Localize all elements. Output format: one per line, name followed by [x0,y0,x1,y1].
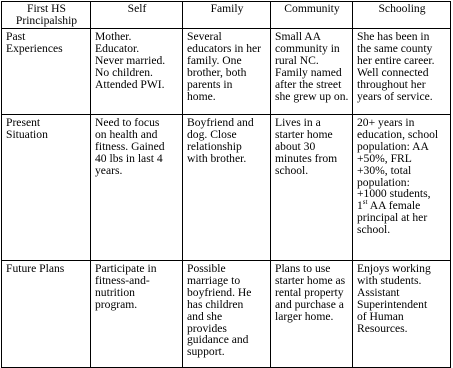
table-cell [353,115,451,261]
cell-family: Several educators in her family. One brother, both parents in home. [187,30,262,103]
cell-schooling [357,117,447,236]
cell-family: Possible marriage to boyfriend. He has children and she provides guidance and support. [187,262,252,359]
table-cell [91,261,183,368]
table-cell [183,115,271,261]
header-schooling: Schooling [378,2,426,15]
cell-self: Participate in fitness-and- nutrition program. [95,262,157,311]
header-row [2,2,451,29]
header-cell [91,2,183,29]
row-label: Present Situation [6,116,48,141]
table-row [2,261,451,368]
table-cell [183,29,271,115]
header-cell [2,2,91,29]
cell-family: Boyfriend and dog. Close relationship with brother. [187,116,254,165]
table-cell [271,115,353,261]
header-cell [271,2,353,29]
header-cell [353,2,451,29]
header-first-hs-principalship: First HS Principalship [15,2,78,27]
table-cell [183,261,271,368]
table-cell [91,115,183,261]
table-cell [271,29,353,115]
cell-community: Small AA community in rural NC. Family named after the street she grew up on. [275,30,349,103]
cell-community: Plans to use starter home as rental property and purchase a larger home. [275,262,346,323]
header-self: Self [127,2,147,15]
table-row [2,29,451,115]
cell-self: Need to focus on health and fitness. Gained 40 lbs in last 4 years. [95,116,165,177]
cell-schooling-text-b: AA female principal at her school. [357,199,428,237]
cell-community: Lives in a starter home about 30 minutes from school. [275,116,338,177]
header-cell [183,2,271,29]
cell-self: Mother. Educator. Never married. No children. Attended PWI. [95,30,166,91]
cell-schooling: She has been in the same county her entire career. Well connected throughout her years of service. [357,30,435,103]
row-label-cell [2,261,91,368]
table-row [2,115,451,261]
row-label-cell [2,29,91,115]
principalship-table [1,1,451,368]
ordinal-superscript: st [362,198,368,207]
table-cell [271,261,353,368]
cell-schooling-text-a: 20+ years in education, school population: AA +50%, FRL +30%, total population: +1000 students, 1 [357,116,439,213]
row-label: Past Experiences [6,30,63,55]
header-family: Family [210,2,244,15]
table-cell [353,261,451,368]
row-label: Future Plans [6,262,65,275]
header-community: Community [284,2,340,15]
row-label-cell [2,115,91,261]
table-cell [91,29,183,115]
cell-schooling: Enjoys working with students. Assistant Superintendent of Human Resources. [357,262,431,335]
table-cell [353,29,451,115]
